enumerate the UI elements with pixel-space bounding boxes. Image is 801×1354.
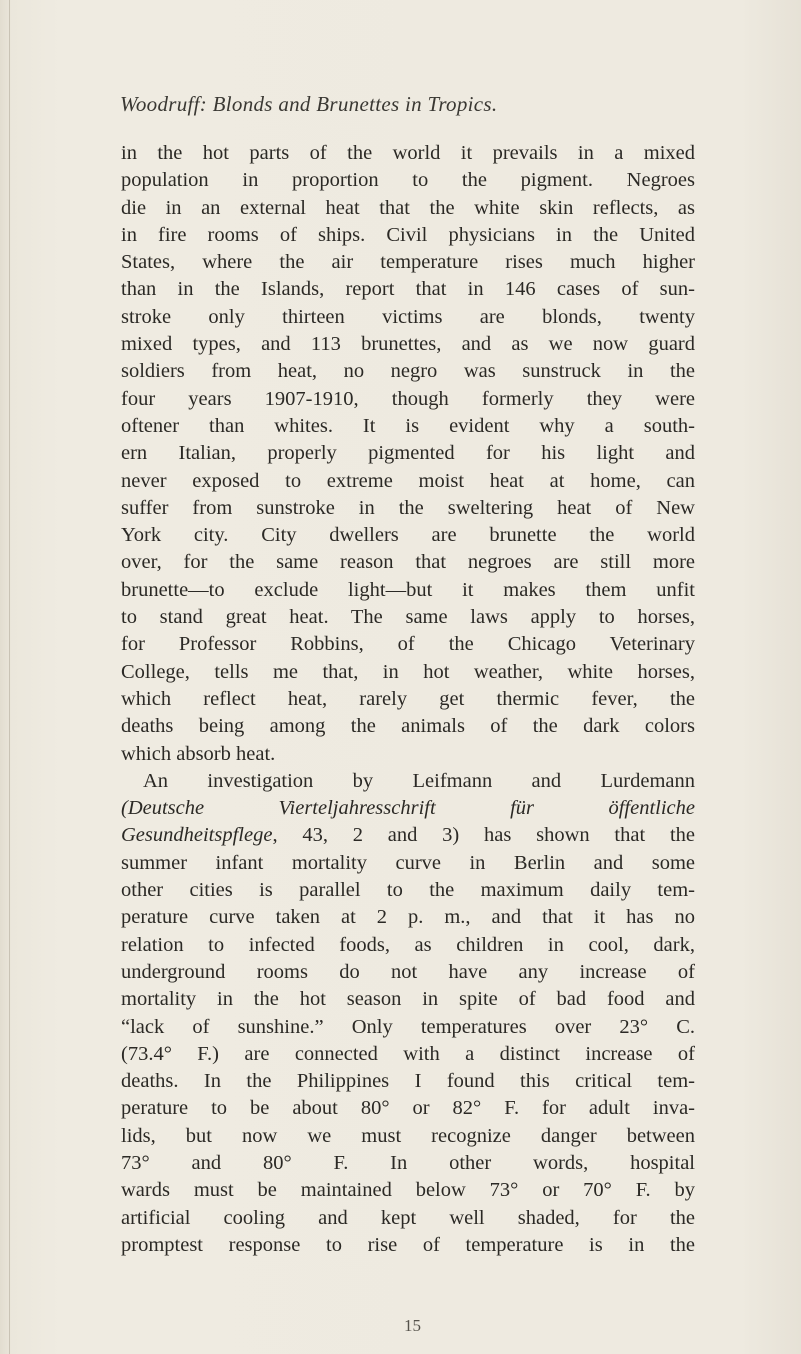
text-line: never exposed to extreme moist heat at home, can — [121, 469, 695, 492]
text-line: College, tells me that, in hot weather, white horses, — [121, 660, 695, 683]
text-line: wards must be maintained below 73° or 70° F. by — [121, 1179, 695, 1202]
text-line: 73° and 80° F. In other words, hospital — [121, 1151, 695, 1174]
text-line: to stand great heat. The same laws apply to horses, — [121, 606, 695, 629]
text-line: soldiers from heat, no negro was sunstruck in the — [121, 360, 695, 383]
text-line: die in an external heat that the white skin reflects, as — [121, 196, 695, 219]
text-line: (Deutsche Vierteljahresschrift für öffentliche — [121, 797, 695, 820]
text-line: which absorb heat. — [121, 742, 276, 765]
text-line: in the hot parts of the world it prevails in a mixed — [121, 142, 695, 164]
journal-title-italic: Gesundheitspflege — [121, 824, 273, 847]
text-line: deaths being among the animals of the dark colors — [121, 715, 695, 738]
text-line: promptest response to rise of temperature is in the — [121, 1233, 695, 1256]
text-line: suffer from sunstroke in the sweltering heat of New — [121, 496, 695, 519]
text-line: over, for the same reason that negroes are still more — [121, 551, 695, 574]
text-line: perature curve taken at 2 p. m., and that it has no — [121, 906, 695, 929]
text-line: An investigation by Leifmann and Lurdemann — [143, 769, 695, 792]
text-line: which reflect heat, rarely get thermic fever, the — [121, 687, 695, 710]
body-text — [121, 140, 695, 1259]
text-line: (73.4° F.) are connected with a distinct increase of — [121, 1042, 695, 1065]
text-line: than in the Islands, report that in 146 cases of sun- — [121, 278, 695, 301]
text-line: oftener than whites. It is evident why a south- — [121, 414, 695, 437]
text-line: “lack of sunshine.” Only temperatures over 23° C. — [121, 1015, 695, 1038]
text-line: relation to infected foods, as children in cool, dark, — [121, 933, 695, 956]
text-line: artificial cooling and kept well shaded, for the — [121, 1206, 695, 1229]
text-line: mixed types, and 113 brunettes, and as we now guard — [121, 333, 695, 356]
text-line: underground rooms do not have any increase of — [121, 960, 695, 983]
page-number: 15 — [404, 1316, 421, 1335]
text-line: Gesundheitspflege, 43, 2 and 3) has shown that the — [121, 824, 695, 847]
text-line: lids, but now we must recognize danger between — [121, 1124, 695, 1147]
text-line: summer infant mortality curve in Berlin and some — [121, 851, 695, 874]
text-line: States, where the air temperature rises much higher — [121, 251, 695, 274]
page-edge-shadow — [9, 0, 10, 1354]
running-head: Woodruff: Blonds and Brunettes in Tropics. — [120, 92, 498, 116]
text-line: four years 1907-1910, though formerly they were — [121, 387, 695, 410]
text-line: for Professor Robbins, of the Chicago Veterinary — [121, 633, 695, 656]
text-line: stroke only thirteen victims are blonds, twenty — [121, 305, 695, 328]
text-line: population in proportion to the pigment. Negroes — [121, 169, 695, 192]
text-line: in fire rooms of ships. Civil physicians in the United — [121, 223, 695, 246]
text-line: York city. City dwellers are brunette the world — [121, 524, 695, 547]
text-line: ern Italian, properly pigmented for his light and — [121, 442, 695, 465]
text-line: other cities is parallel to the maximum daily tem- — [121, 879, 695, 902]
text-line: brunette—to exclude light—but it makes them unfit — [121, 578, 695, 601]
text-line: perature to be about 80° or 82° F. for adult inva- — [121, 1097, 695, 1120]
text-line: mortality in the hot season in spite of bad food and — [121, 988, 695, 1011]
text-line: deaths. In the Philippines I found this critical tem- — [121, 1070, 695, 1093]
